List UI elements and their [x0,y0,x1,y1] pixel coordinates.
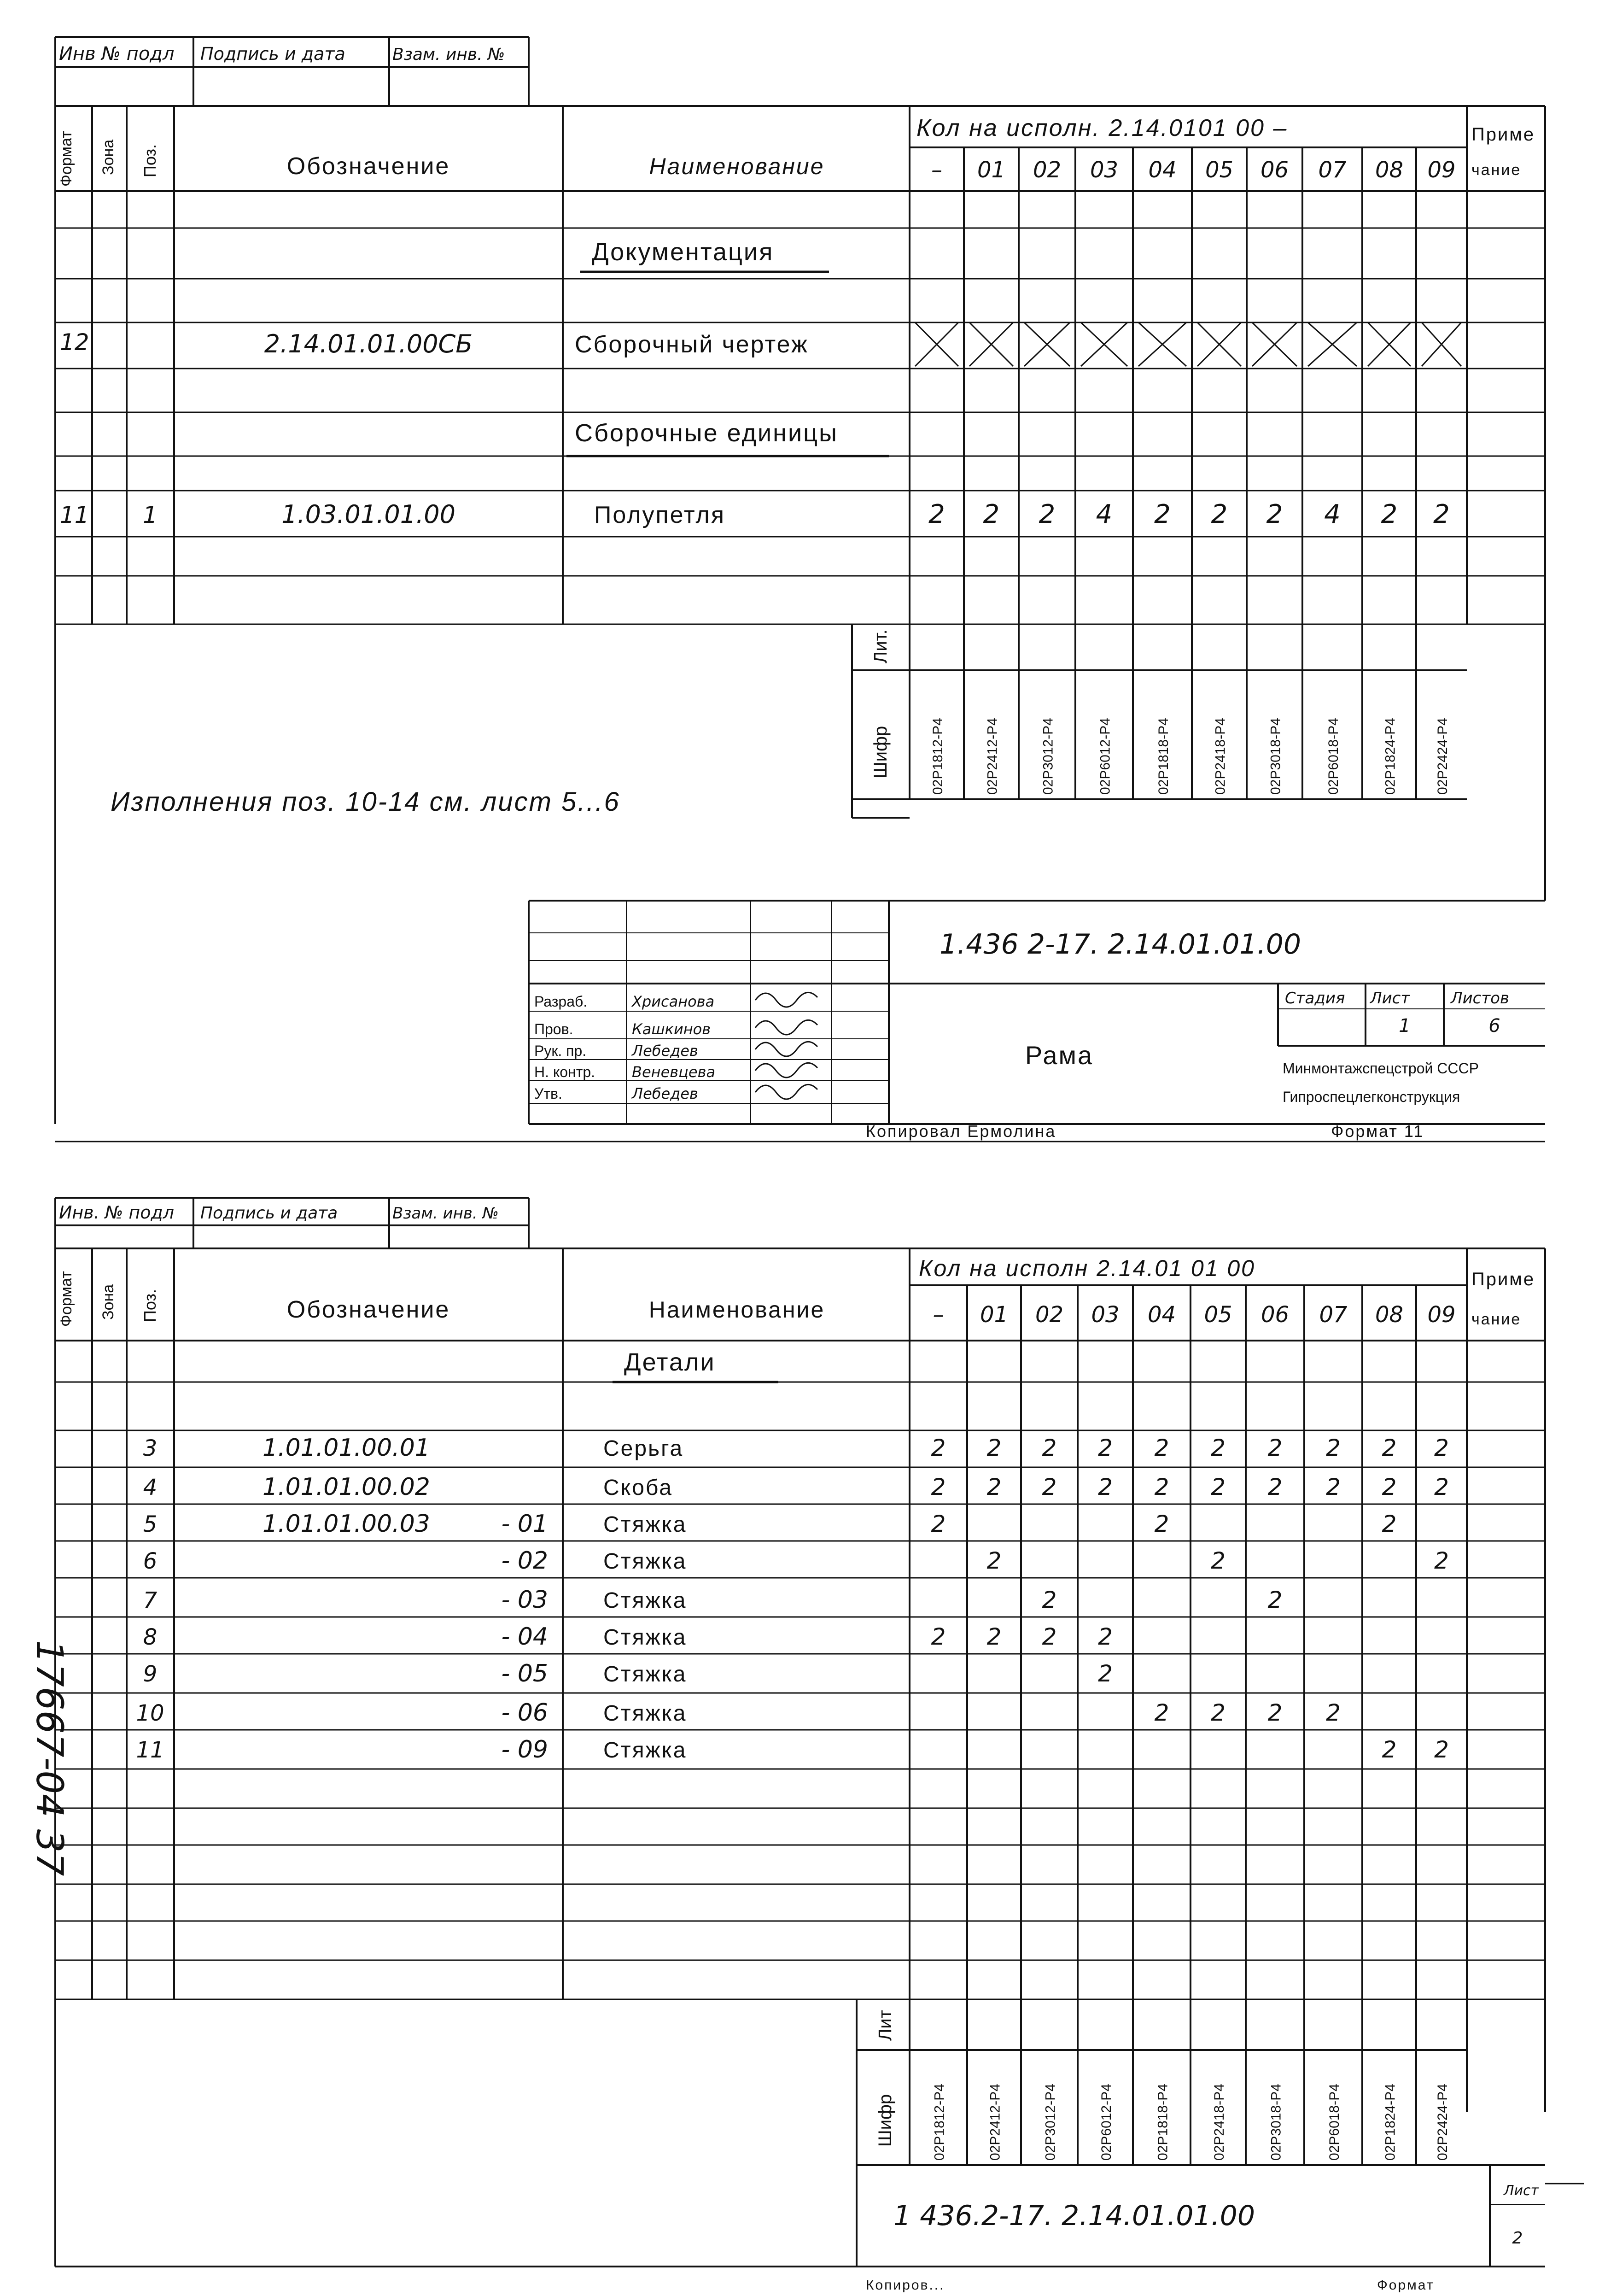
row-format: 12 [60,329,89,356]
prim-header-2: чание [1471,161,1522,179]
shifr-label: Шифр [870,726,891,779]
side-stamp [28,1640,71,1876]
variant-header-6: 06 [1261,1302,1290,1328]
prim-header-1: Приме [1471,1269,1535,1289]
qty-cell: 2 [986,1623,1002,1650]
copied-label: Копиров... [866,2278,945,2293]
signature [755,1020,817,1035]
cross-mark [969,322,1013,366]
qty-cell: 2 [931,1623,946,1650]
qty-cell: 2 [1211,1474,1226,1500]
inv-podl-label: Инв. № подл [59,1202,175,1223]
variant-header-5: 05 [1204,1302,1232,1328]
row-poz: 11 [136,1737,164,1763]
qty-cell: 2 [1042,1587,1057,1613]
list-value: 2 [1512,2229,1523,2248]
org-line-1: Минмонтажспецстрой СССР [1283,1060,1479,1077]
qty-cell: 2 [983,499,1000,529]
row-format: 11 [60,502,89,528]
qty-cell: 2 [1154,1435,1169,1461]
row-suffix: - 06 [501,1699,548,1727]
shifr-code: 02Р1812-Р4 [930,718,945,795]
qty-cell: 2 [931,1435,946,1461]
shifr-code: 02Р2424-Р4 [1435,718,1450,795]
qty-cell: 2 [1381,499,1398,529]
variant-header-1: 01 [980,1302,1009,1328]
prim-header-2: чание [1471,1311,1522,1328]
qty-cell: 2 [1154,1511,1169,1537]
podpis-label: Подпись и дата [200,1204,338,1223]
qty-cell: 2 [1382,1435,1397,1461]
kol-header: Кол на исполн 2.14.01 01 00 [919,1255,1255,1281]
podpis-label: Подпись и дата [200,44,345,64]
variant-header-4: 04 [1148,157,1177,183]
oboznachenie-header: Обозначение [286,1296,450,1323]
role-label: Разраб. [534,993,588,1010]
copied-label: Копировал Ермолина [866,1122,1056,1141]
qty-cell: 2 [1211,1699,1226,1726]
role-label: Утв. [534,1085,562,1102]
org-line-2: Гипроспецлегконструкция [1283,1089,1460,1105]
qty-cell: 2 [1154,1474,1169,1500]
section-documentation: Документация [592,238,774,266]
variant-header-9: 09 [1427,157,1456,183]
row-poz: 3 [143,1435,158,1461]
row-naimenovanie: Скоба [603,1476,673,1500]
row-naimenovanie: Стяжка [603,1625,687,1650]
shifr-label: Шифр [875,2094,895,2147]
shifr-code: 02Р2418-Р4 [1212,2084,1227,2161]
role-name: Кашкинов [632,1020,711,1038]
variant-header-3: 03 [1090,157,1119,183]
role-name: Веневцева [632,1063,716,1081]
shifr-code: 02Р1818-Р4 [1155,2084,1171,2161]
row-naimenovanie: Стяжка [603,1701,687,1726]
qty-cell: 2 [1211,1547,1226,1574]
qty-cell: 2 [1211,1435,1226,1461]
poz-col-header: Поз. [140,1289,159,1322]
row-poz: 10 [136,1700,164,1726]
qty-cell: 2 [1326,1699,1341,1726]
row-oboznachenie: 1.03.01.01.00 [281,500,455,529]
variant-header-8: 08 [1375,1302,1404,1328]
qty-cell: 2 [1434,1547,1449,1574]
inv-podl-label: Инв № подл [59,43,175,64]
qty-cell: 2 [1266,499,1283,529]
naimenovanie-header: Наименование [649,153,825,179]
cross-mark [915,322,958,366]
qty-cell: 2 [1154,499,1171,529]
qty-cell: 2 [931,1511,946,1537]
signature [755,1063,817,1078]
row-suffix: - 01 [501,1510,548,1538]
cross-mark [1197,322,1241,366]
variant-header-4: 04 [1147,1302,1176,1328]
role-name: Лебедев [632,1085,698,1102]
shifr-code: 02Р1812-Р4 [932,2084,947,2161]
cross-mark [1138,322,1186,366]
qty-cell: 2 [1042,1435,1057,1461]
row-suffix: - 03 [501,1586,548,1614]
row-suffix: - 04 [501,1623,548,1651]
poz-col-header: Поз. [140,144,159,177]
variant-header-5: 05 [1205,157,1234,183]
section-details: Детали [624,1348,716,1376]
cross-mark [1422,322,1461,366]
row-oboznachenie: 1.01.01.00.01 [263,1434,430,1462]
shifr-code: 02Р3018-Р4 [1268,718,1284,795]
shifr-code: 02Р6018-Р4 [1327,2084,1342,2161]
row-naimenovanie: Полупетля [594,502,726,528]
doc-name: Рама [1025,1041,1094,1070]
zona-col-header: Зона [99,1284,117,1320]
qty-cell: 2 [1326,1474,1341,1500]
row-naimenovanie: Стяжка [603,1662,687,1687]
cross-mark [1368,322,1411,366]
qty-cell: 2 [1433,499,1450,529]
naimenovanie-header: Наименование [648,1297,825,1323]
shifr-code: 02Р1818-Р4 [1156,718,1171,795]
qty-cell: 2 [1382,1474,1397,1500]
cross-mark [1308,322,1357,366]
list-value: 1 [1399,1015,1411,1037]
row-suffix: - 05 [501,1660,548,1687]
prim-header-1: Приме [1471,124,1535,145]
variant-header-8: 08 [1375,157,1404,183]
variant-header-0: – [931,157,942,183]
qty-cell: 2 [1267,1474,1283,1500]
qty-cell: 2 [1098,1623,1113,1650]
row-naimenovanie: Серьга [603,1436,684,1461]
shifr-code: 02Р3012-Р4 [1040,718,1056,795]
lit-label: Лит [875,2010,895,2041]
row-oboznachenie: 1.01.01.00.02 [263,1473,430,1501]
row-poz: 8 [143,1624,158,1650]
shifr-code: 02Р1824-Р4 [1383,2084,1398,2161]
role-name: Хрисанова [632,993,715,1010]
shifr-code: 02Р6012-Р4 [1097,718,1113,795]
zona-col-header: Зона [99,139,117,175]
qty-cell: 2 [1039,499,1056,529]
row-poz: 1 [143,502,158,528]
qty-cell: 2 [986,1435,1002,1461]
format-col-header: Формат [58,131,75,187]
qty-cell: 2 [1382,1736,1397,1763]
section-assembly-units: Сборочные единицы [575,419,838,447]
kol-header: Кол на исполн. 2.14.0101 00 – [916,115,1288,141]
qty-cell: 2 [986,1474,1002,1500]
shifr-code: 02Р6018-Р4 [1326,718,1341,795]
shifr-code: 02Р2412-Р4 [987,2084,1003,2161]
role-name: Лебедев [632,1042,698,1060]
variant-header-3: 03 [1091,1302,1120,1328]
variant-header-1: 01 [977,157,1006,183]
qty-cell: 4 [1324,499,1341,529]
oboznachenie-header: Обозначение [286,153,450,180]
qty-cell: 2 [1267,1699,1283,1726]
qty-cell: 2 [1326,1435,1341,1461]
row-poz: 4 [143,1475,158,1500]
row-poz: 5 [143,1511,158,1537]
listov-value: 6 [1488,1015,1500,1037]
cross-mark [1081,322,1127,366]
format-label: Формат [1377,2278,1435,2293]
row-naimenovanie: Стяжка [603,1549,687,1574]
variant-header-7: 07 [1319,1302,1348,1328]
lit-label: Лит. [870,629,891,663]
row-poz: 6 [143,1548,158,1574]
shifr-code: 02Р2424-Р4 [1435,2084,1450,2161]
list-label: Лист [1504,2183,1539,2199]
listov-label: Листов [1451,989,1510,1007]
role-label: Пров. [534,1021,573,1037]
shifr-code: 02Р2412-Р4 [985,718,1000,795]
format-col-header: Формат [58,1271,75,1327]
format-label: Формат 11 [1331,1122,1424,1141]
qty-cell: 2 [1154,1699,1169,1726]
qty-cell: 2 [1098,1474,1113,1500]
specification-page-2 [55,1198,1584,2293]
vzam-label: Взам. инв. № [392,1204,499,1223]
signature [755,992,817,1007]
specification-page-1 [55,37,1545,1142]
shifr-code: 02Р6012-Р4 [1099,2084,1114,2161]
qty-cell: 2 [928,499,945,529]
stadia-label: Стадия [1285,989,1345,1007]
role-label: Рук. пр. [534,1043,587,1059]
doc-designation: 1.436 2-17. 2.14.01.01.00 [940,928,1301,961]
row-naimenovanie: Стяжка [603,1512,687,1537]
role-label: Н. контр. [534,1064,595,1080]
qty-cell: 2 [931,1474,946,1500]
doc-designation: 1 436.2-17. 2.14.01.01.00 [893,2200,1255,2232]
shifr-code: 02Р3012-Р4 [1043,2084,1058,2161]
qty-cell: 2 [1042,1623,1057,1650]
shifr-code: 02Р3018-Р4 [1268,2084,1284,2161]
signature [755,1084,817,1099]
qty-cell: 2 [1267,1587,1283,1613]
row-poz: 9 [143,1661,158,1687]
shifr-code: 02Р1824-Р4 [1383,718,1398,795]
variant-header-6: 06 [1260,157,1289,183]
variant-header-7: 07 [1318,157,1347,183]
cross-mark [1024,322,1070,366]
row-suffix: - 09 [501,1736,548,1763]
variant-header-0: – [933,1302,944,1328]
shifr-code: 02Р2418-Р4 [1213,718,1228,795]
signature [755,1042,817,1056]
variant-header-2: 02 [1033,157,1062,183]
row-poz: 7 [143,1587,158,1613]
qty-cell: 2 [1098,1435,1113,1461]
qty-cell: 4 [1096,499,1113,529]
cross-mark [1252,322,1297,366]
qty-cell: 2 [1098,1660,1113,1687]
variant-header-9: 09 [1427,1302,1456,1328]
row-oboznachenie: 1.01.01.00.03 [263,1510,430,1538]
side-stamp-text: 17667-04 37 [28,1640,71,1876]
qty-cell: 2 [1267,1435,1283,1461]
qty-cell: 2 [1434,1474,1449,1500]
qty-cell: 2 [1382,1511,1397,1537]
qty-cell: 2 [1211,499,1228,529]
variant-header-2: 02 [1035,1302,1064,1328]
row-naimenovanie: Сборочный чертеж [575,331,809,358]
qty-cell: 2 [1434,1736,1449,1763]
note-text: Изполнения поз. 10-14 см. лист 5...6 [111,787,620,817]
row-oboznachenie: 2.14.01.01.00СБ [264,329,473,358]
list-label: Лист [1370,989,1410,1007]
qty-cell: 2 [1042,1474,1057,1500]
row-naimenovanie: Стяжка [603,1588,687,1613]
qty-cell: 2 [986,1547,1002,1574]
qty-cell: 2 [1434,1435,1449,1461]
row-naimenovanie: Стяжка [603,1738,687,1763]
vzam-label: Взам. инв. № [392,45,505,64]
row-suffix: - 02 [501,1547,548,1575]
